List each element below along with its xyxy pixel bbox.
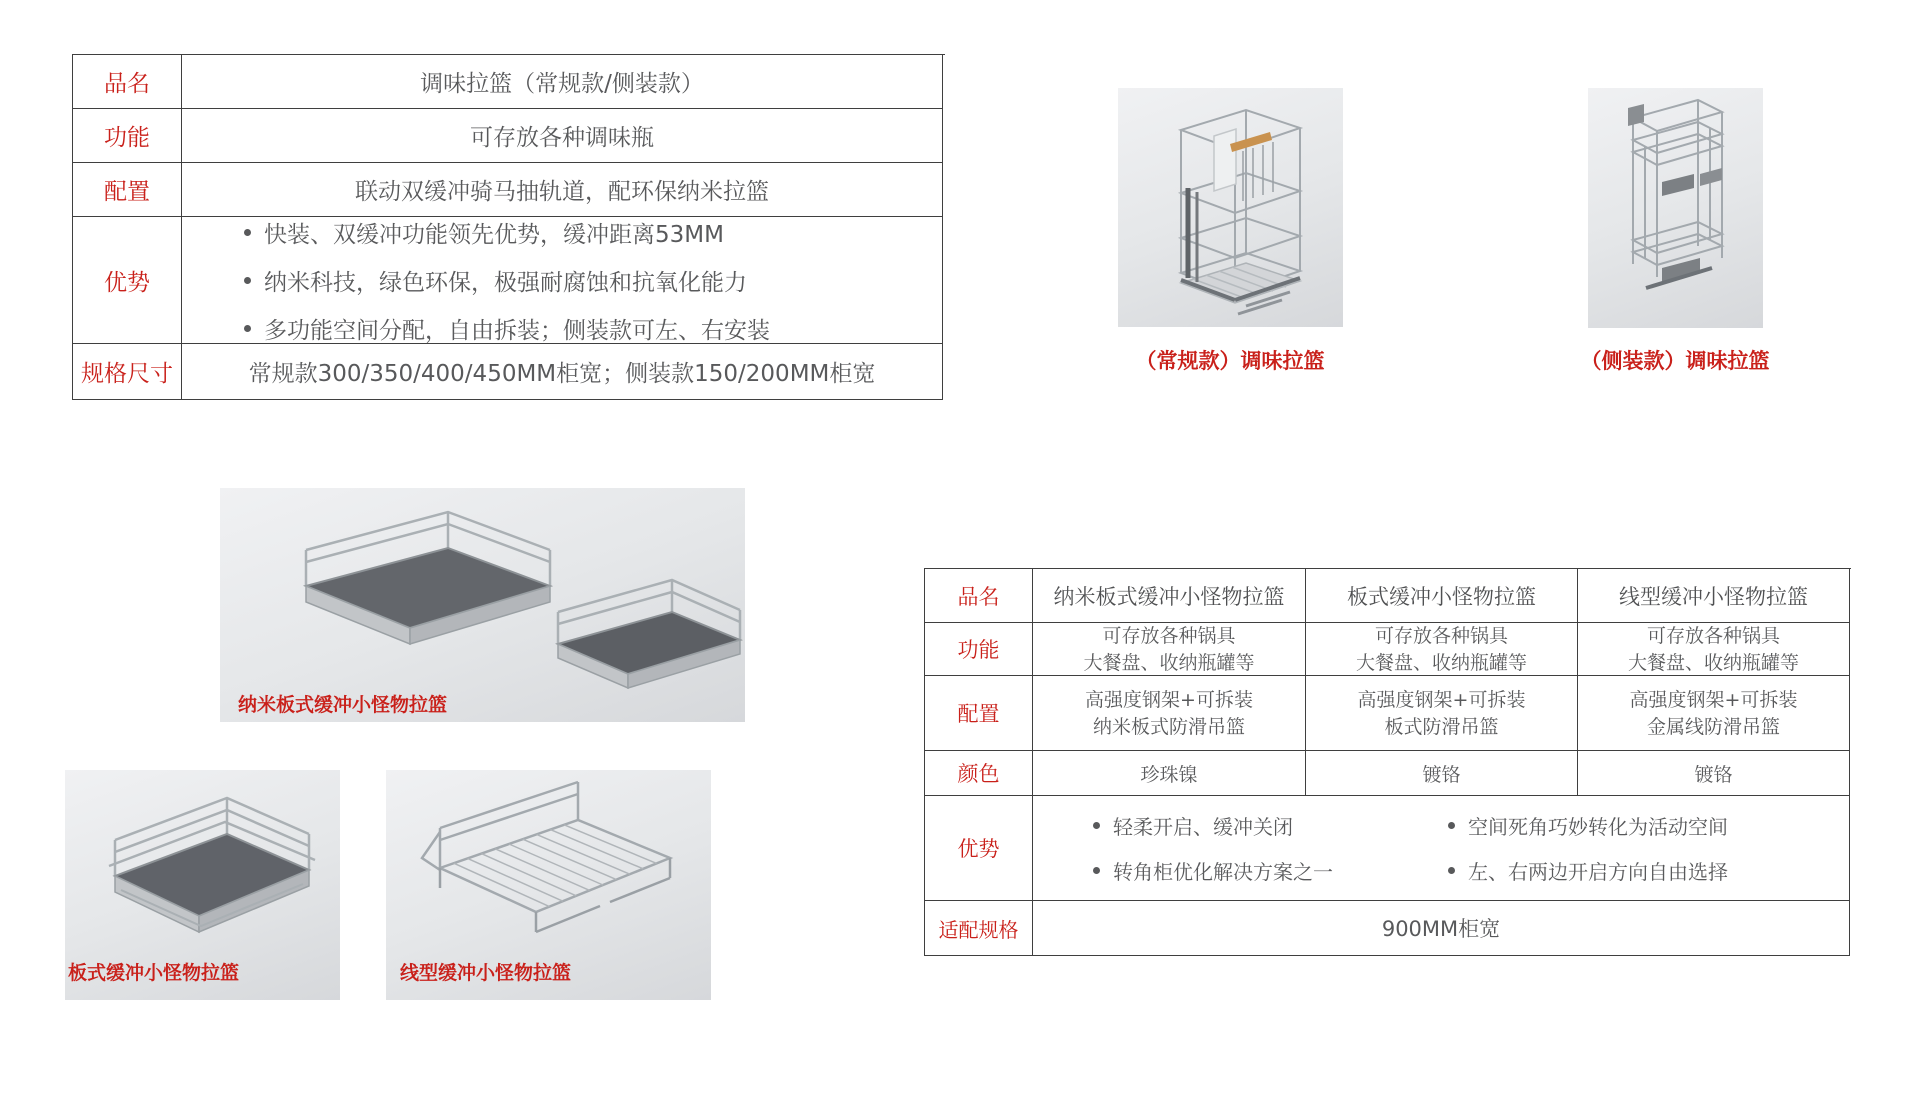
function-cell-nano [1033, 623, 1306, 676]
bullet-dot-icon [1093, 822, 1100, 829]
config-line: 纳米板式防滑吊篮 [1092, 715, 1245, 738]
row-label-pinming: 品名 [73, 55, 182, 109]
configuration-value: 联动双缓冲骑马抽轨道，配环保纳米拉篮 [182, 163, 943, 217]
function-cell-plate [1306, 623, 1578, 676]
advantage-item [244, 216, 724, 249]
product-name-nano: 纳米板式缓冲小怪物拉篮 [1033, 569, 1306, 623]
advantage-item [1448, 856, 1728, 885]
advantage-item [244, 264, 747, 297]
advantage-text: 左、右两边开启方向自由选择 [1468, 860, 1728, 884]
caption-nano-tray: 纳米板式缓冲小怪物拉篮 [238, 694, 448, 716]
function-line: 大餐盘、收纳瓶罐等 [1355, 651, 1527, 674]
row-label-gongneng: 功能 [73, 109, 182, 163]
product-name-plate: 板式缓冲小怪物拉篮 [1306, 569, 1578, 623]
caption-side-basket: （侧装款）调味拉篮 [1580, 349, 1770, 373]
function-line: 可存放各种锅具 [1102, 624, 1236, 647]
color-cell-wire: 镀铬 [1578, 751, 1850, 796]
row-label-guige: 规格尺寸 [73, 344, 182, 400]
bullet-dot-icon [1093, 867, 1100, 874]
caption-plate-basket: 板式缓冲小怪物拉篮 [68, 962, 240, 984]
advantage-item [1093, 811, 1333, 840]
config-line: 板式防滑吊篮 [1384, 715, 1499, 738]
row-label-shipei-guige: 适配规格 [925, 901, 1033, 956]
advantage-text: 快装、双缓冲功能领先优势，缓冲距离53MM [264, 221, 724, 248]
function-line: 可存放各种锅具 [1646, 624, 1780, 647]
photo-side-mount-basket [1588, 88, 1763, 328]
config-line: 高强度钢架+可拆装 [1629, 688, 1798, 711]
advantage-text: 轻柔开启、缓冲关闭 [1113, 815, 1293, 839]
function-value: 可存放各种调味瓶 [182, 109, 943, 163]
caption-regular-basket: （常规款）调味拉篮 [1135, 349, 1325, 373]
advantage-group-left [1093, 811, 1333, 885]
advantage-item [244, 312, 770, 345]
config-cell-wire [1578, 676, 1850, 751]
function-line: 大餐盘、收纳瓶罐等 [1627, 651, 1799, 674]
monster-basket-comparison-table [924, 568, 1851, 956]
function-line: 可存放各种锅具 [1374, 624, 1508, 647]
config-cell-plate [1306, 676, 1578, 751]
bullet-dot-icon [244, 277, 251, 284]
regular-basket-illustration [1118, 88, 1343, 327]
fit-spec-value: 900MM柜宽 [1033, 901, 1850, 956]
row-label-youshi: 优势 [925, 796, 1033, 901]
row-label-gongneng: 功能 [925, 623, 1033, 676]
side-basket-illustration [1588, 88, 1763, 328]
color-cell-nano: 珍珠镍 [1033, 751, 1306, 796]
caption-wire-basket: 线型缓冲小怪物拉篮 [400, 962, 572, 984]
advantage-item [1093, 856, 1333, 885]
product-name-wire: 线型缓冲小怪物拉篮 [1578, 569, 1850, 623]
color-cell-plate: 镀铬 [1306, 751, 1578, 796]
row-label-yanse: 颜色 [925, 751, 1033, 796]
size-spec-value: 常规款300/350/400/450MM柜宽；侧装款150/200MM柜宽 [182, 344, 943, 400]
config-line: 高强度钢架+可拆装 [1085, 688, 1253, 711]
bullet-dot-icon [244, 325, 251, 332]
nano-tray-illustration [220, 488, 745, 722]
config-line: 高强度钢架+可拆装 [1357, 688, 1526, 711]
row-label-peizhi: 配置 [925, 676, 1033, 751]
config-line: 金属线防滑吊篮 [1646, 715, 1780, 738]
advantage-text: 空间死角巧妙转化为活动空间 [1468, 815, 1728, 839]
product-name-value: 调味拉篮（常规款/侧装款） [182, 55, 943, 109]
function-cell-wire [1578, 623, 1850, 676]
advantage-text: 转角柜优化解决方案之一 [1113, 860, 1333, 884]
bullet-dot-icon [1448, 822, 1455, 829]
advantage-list [182, 217, 943, 344]
seasoning-basket-spec-table [72, 54, 945, 400]
photo-regular-seasoning-basket [1118, 88, 1343, 327]
photo-nano-plate-trays [220, 488, 745, 722]
config-cell-nano [1033, 676, 1306, 751]
bullet-dot-icon [1448, 867, 1455, 874]
bullet-dot-icon [244, 229, 251, 236]
advantage-text: 纳米科技，绿色环保，极强耐腐蚀和抗氧化能力 [264, 269, 747, 296]
row-label-peizhi: 配置 [73, 163, 182, 217]
row-label-youshi: 优势 [73, 217, 182, 344]
function-line: 大餐盘、收纳瓶罐等 [1083, 651, 1255, 674]
advantage-text: 多功能空间分配，自由拆装；侧装款可左、右安装 [264, 317, 770, 344]
row-label-pinming: 品名 [925, 569, 1033, 623]
advantage-merged-cell [1033, 796, 1850, 901]
advantage-item [1448, 811, 1728, 840]
advantage-group-right [1448, 811, 1728, 885]
